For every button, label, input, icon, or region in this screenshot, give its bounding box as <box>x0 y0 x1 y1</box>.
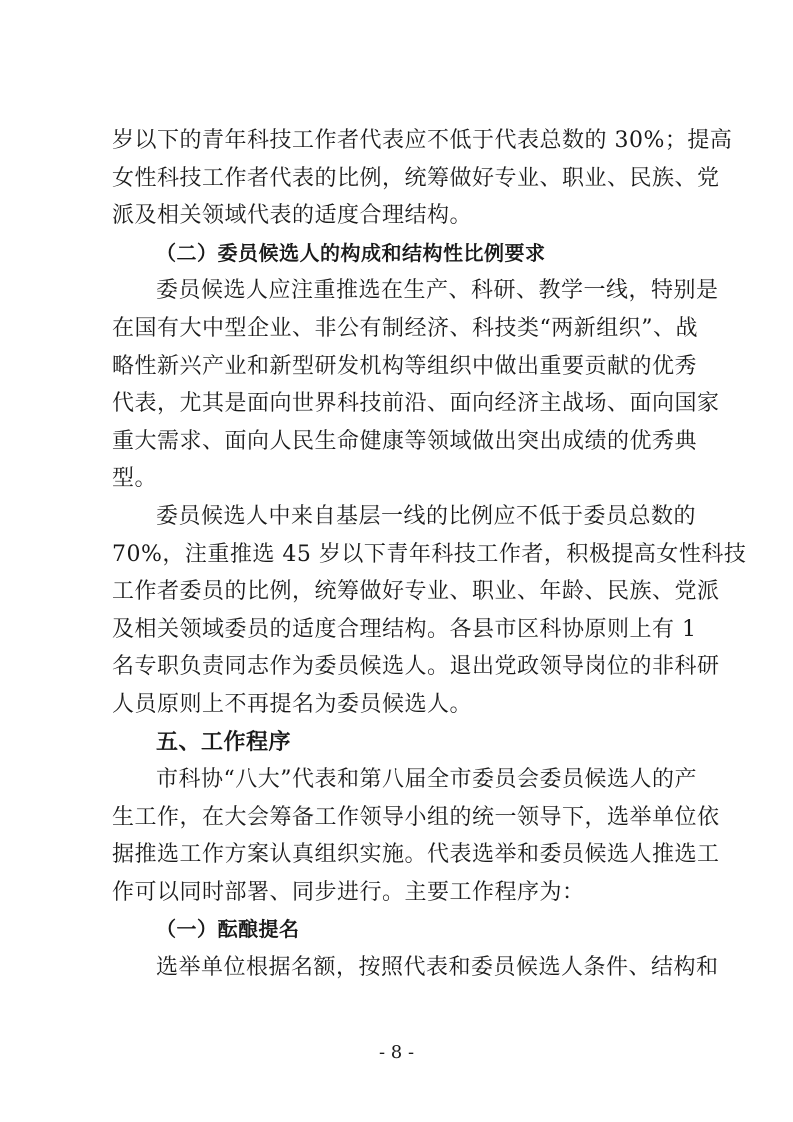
body-line: 人员原则上不再提名为委员候选人。 <box>112 691 473 717</box>
body-line: 在国有大中型企业、非公有制经济、科技类“两新组织”、战 <box>112 315 698 341</box>
body-line: 委员候选人中来自基层一线的比例应不低于委员总数的 <box>156 503 697 529</box>
body-line: 生工作，在大会筹备工作领导小组的统一领导下，选举单位依 <box>112 804 720 830</box>
body-line: 70%，注重推选 45 岁以下青年科技工作者，积极提高女性科技 <box>112 541 747 567</box>
body-line: 据推选工作方案认真组织实施。代表选举和委员候选人推选工 <box>112 842 720 868</box>
body-line: 型。 <box>112 466 158 492</box>
body-line: 及相关领域委员的适度合理结构。各县市区科协原则上有 1 <box>112 616 697 642</box>
section-heading-work-procedure: 五、工作程序 <box>156 729 292 755</box>
body-line: 市科协“八大”代表和第八届全市委员会委员候选人的产 <box>156 767 697 793</box>
body-line: 作可以同时部署、同步进行。主要工作程序为： <box>112 879 585 905</box>
body-line: 选举单位根据名额，按照代表和委员候选人条件、结构和 <box>156 955 719 981</box>
body-line: 委员候选人应注重推选在生产、科研、教学一线，特别是 <box>156 278 719 304</box>
subheading-nomination: （一）酝酿提名 <box>156 917 300 942</box>
body-line: 岁以下的青年科技工作者代表应不低于代表总数的 30%；提高 <box>112 128 733 153</box>
page-number: - 8 - <box>378 1042 415 1063</box>
document-body <box>112 122 747 987</box>
body-line: 工作者委员的比例，统筹做好专业、职业、年龄、民族、党派 <box>112 579 720 605</box>
body-line: 略性新兴产业和新型研发机构等组织中做出重要贡献的优秀 <box>112 353 698 379</box>
body-line: 派及相关领域代表的适度合理结构。 <box>112 203 473 229</box>
body-line: 代表，尤其是面向世界科技前沿、面向经济主战场、面向国家 <box>112 391 720 417</box>
body-line: 重大需求、面向人民生命健康等领域做出突出成绩的优秀典 <box>112 428 698 454</box>
subheading-committee-candidates: （二）委员候选人的构成和结构性比例要求 <box>156 240 546 265</box>
body-line: 名专职负责同志作为委员候选人。退出党政领导岗位的非科研 <box>112 654 720 680</box>
body-line: 女性科技工作者代表的比例，统筹做好专业、职业、民族、党 <box>112 165 720 191</box>
